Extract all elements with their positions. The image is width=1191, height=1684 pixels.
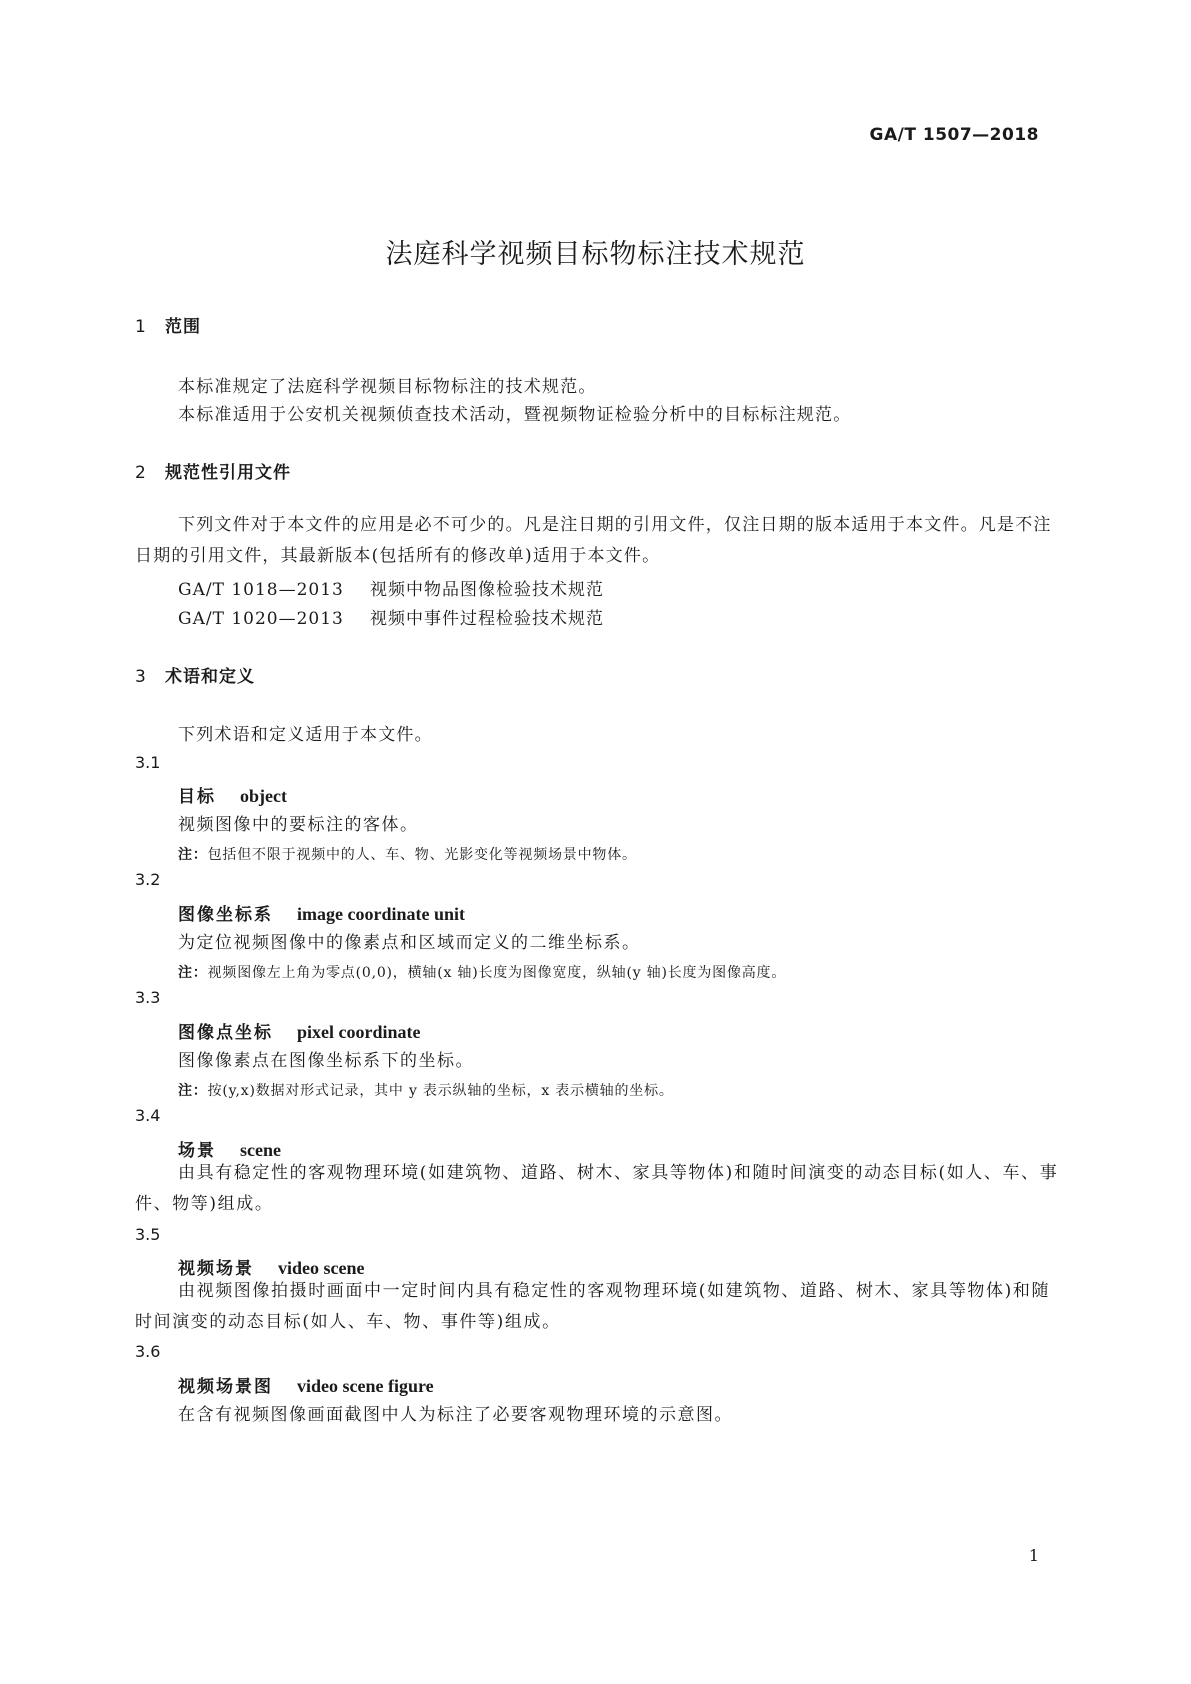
clause-number: 3.4	[135, 1106, 161, 1125]
term-note	[178, 962, 786, 982]
term-zh: 场景	[178, 1141, 216, 1161]
normative-references-paragraph: 下列文件对于本文件的应用是必不可少的。凡是注日期的引用文件，仅注日期的版本适用于本文件。凡是不注日期的引用文件，其最新版本(包括所有的修改单)适用于本文件。	[135, 515, 1052, 566]
term-heading	[178, 1018, 421, 1043]
section-title: 术语和定义	[165, 667, 255, 687]
term-en: scene	[240, 1140, 281, 1160]
reference-title: 视频中物品图像检验技术规范	[370, 580, 604, 600]
term-definition: 为定位视频图像中的像素点和区域而定义的二维坐标系。	[178, 933, 641, 953]
document-title: 法庭科学视频目标物标注技术规范	[385, 239, 806, 270]
clause-number: 3.2	[135, 870, 161, 889]
standard-number: GA/T 1507—2018	[869, 125, 1039, 145]
section-number: 2	[135, 463, 147, 483]
term-note	[178, 844, 637, 864]
term-heading	[178, 1372, 434, 1397]
term-heading	[178, 900, 465, 925]
note-text: 视频图像左上角为零点(0,0)，横轴(x 轴)长度为图像宽度，纵轴(y 轴)长度为图像高度。	[207, 965, 787, 981]
reference-item	[178, 604, 604, 629]
note-label: 注：	[178, 1083, 208, 1099]
term-zh: 目标	[178, 787, 216, 807]
term-zh: 视频场景	[178, 1259, 254, 1279]
section-2-heading	[135, 458, 291, 483]
note-text: 按(y,x)数据对形式记录，其中 y 表示纵轴的坐标，x 表示横轴的坐标。	[207, 1083, 674, 1099]
note-label: 注：	[178, 965, 208, 981]
section-title: 范围	[165, 317, 201, 337]
term-definition: 由视频图像拍摄时画面中一定时间内具有稳定性的客观物理环境(如建筑物、道路、树木、家具等物体)和随时间演变的动态目标(如人、车、物、事件等)组成。	[135, 1281, 1051, 1332]
clause-number: 3.5	[135, 1225, 161, 1244]
section-number: 3	[135, 667, 147, 687]
section-number: 1	[135, 317, 147, 337]
scope-paragraph-2: 本标准适用于公安机关视频侦查技术活动，暨视频物证检验分析中的目标标注规范。	[178, 405, 852, 425]
term-definition: 图像像素点在图像坐标系下的坐标。	[178, 1051, 474, 1071]
reference-code: GA/T 1018—2013	[178, 580, 344, 600]
term-definition: 由具有稳定性的客观物理环境(如建筑物、道路、树木、家具等物体)和随时间演变的动态目标(如人、车、事件、物等)组成。	[135, 1163, 1059, 1214]
term-definition: 在含有视频图像画面截图中人为标注了必要客观物理环境的示意图。	[178, 1405, 733, 1425]
section-title: 规范性引用文件	[165, 463, 291, 483]
reference-code: GA/T 1020—2013	[178, 609, 344, 629]
term-en: pixel coordinate	[297, 1022, 421, 1042]
term-zh: 视频场景图	[178, 1377, 273, 1397]
clause-number: 3.1	[135, 753, 161, 772]
terms-intro-paragraph: 下列术语和定义适用于本文件。	[178, 725, 433, 745]
note-label: 注：	[178, 847, 208, 863]
reference-title: 视频中事件过程检验技术规范	[370, 609, 604, 629]
scope-paragraph-1: 本标准规定了法庭科学视频目标物标注的技术规范。	[178, 377, 597, 397]
term-zh: 图像坐标系	[178, 905, 273, 925]
term-en: video scene figure	[297, 1376, 434, 1396]
reference-item	[178, 575, 604, 600]
page-number: 1	[1028, 1546, 1039, 1565]
term-en: video scene	[278, 1258, 365, 1278]
section-1-heading	[135, 312, 201, 337]
term-definition: 视频图像中的要标注的客体。	[178, 815, 419, 835]
term-en: object	[240, 786, 287, 806]
term-en: image coordinate unit	[297, 904, 465, 924]
term-heading	[178, 782, 287, 807]
term-zh: 图像点坐标	[178, 1023, 273, 1043]
clause-number: 3.3	[135, 988, 161, 1007]
clause-number: 3.6	[135, 1342, 161, 1361]
term-note	[178, 1080, 674, 1100]
section-3-heading	[135, 662, 255, 687]
note-text: 包括但不限于视频中的人、车、物、光影变化等视频场景中物体。	[207, 847, 637, 863]
